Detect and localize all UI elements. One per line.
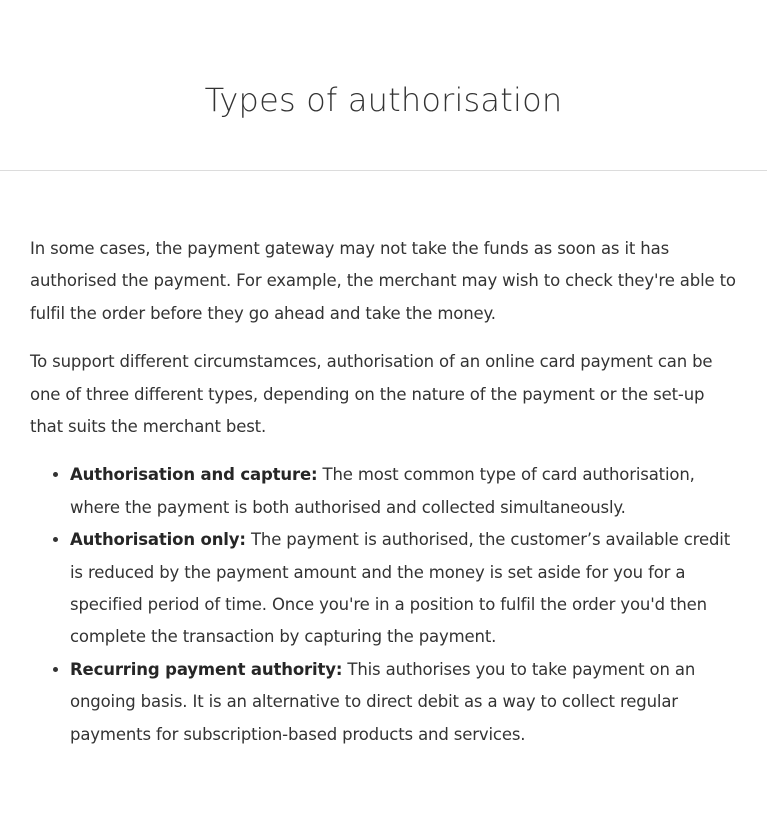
type-description: The most common type of card authorisation, where the payment is both authorised and collected simultaneously. (70, 465, 695, 517)
page-header (0, 0, 767, 171)
type-term: Authorisation and capture: (70, 465, 318, 485)
authorisation-types-list (30, 459, 737, 751)
type-term: Recurring payment authority: (70, 659, 343, 679)
list-item (70, 654, 737, 751)
type-description: This authorises you to take payment on an ongoing basis. It is an alternative to direct debit as a way to collect regular payments for subscription-based products and services. (70, 659, 696, 744)
intro-paragraph: In some cases, the payment gateway may not take the funds as soon as it has authorised the payment. For example, the merchant may wish to check they're able to fulfil the order before they go ahead and take the money. (30, 239, 736, 323)
type-term: Authorisation only: (70, 530, 246, 550)
list-item (70, 524, 737, 654)
page-title: Types of authorisation (204, 81, 563, 119)
article-body (0, 171, 767, 751)
type-description: The payment is authorised, the customer’s available credit is reduced by the payment amount and the money is set aside for you for a specified period of time. Once you're in a position to fulfil the order you'd then complete the transaction by capturing the payment. (70, 530, 731, 647)
types-intro-paragraph: To support different circumstamces, authorisation of an online card payment can be one of three different types, depending on the nature of the payment or the set-up that suits the merchant best. (30, 352, 713, 437)
list-item (70, 459, 737, 524)
